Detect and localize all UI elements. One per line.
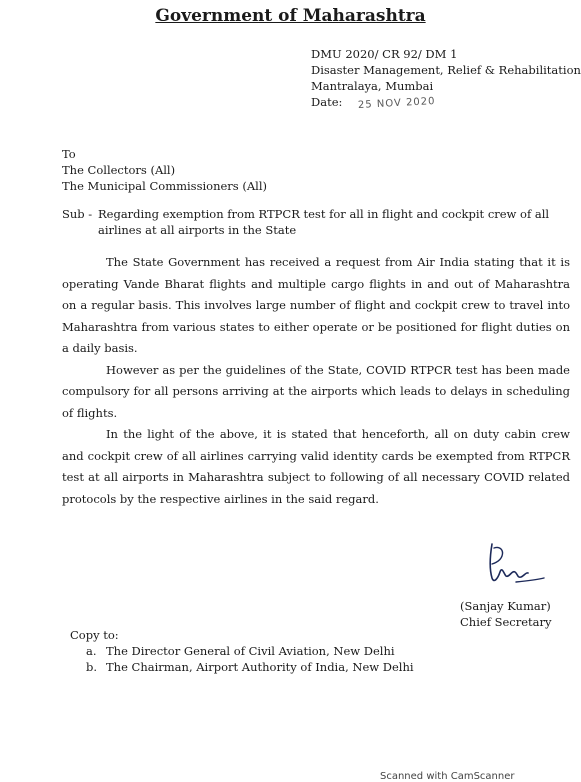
copy-to-list	[70, 643, 414, 675]
office-address: Mantralaya, Mumbai	[311, 79, 434, 93]
subject-label: Sub -	[62, 207, 93, 221]
copy-to-marker: b.	[86, 660, 98, 674]
addressee-block	[62, 146, 267, 194]
handwritten-signature	[486, 542, 546, 590]
signatory-block	[460, 598, 552, 630]
copy-to-marker: a.	[86, 644, 97, 658]
body-paragraph: In the light of the above, it is stated that henceforth, all on duty cabin crew and cockpit crew of all airlines carrying valid identity cards be exempted from RTPCR test at all airports in Maharashtra subject to following of all necessary COVID related protocols by the respective airlines in the said regard.	[62, 427, 570, 506]
letter-title: Government of Maharashtra	[155, 6, 426, 26]
copy-to-heading: Copy to:	[70, 628, 119, 642]
date-stamp: 25 NOV 2020	[357, 95, 436, 112]
date-label: Date:	[311, 95, 343, 109]
addressee-to: To	[62, 147, 76, 161]
date-line	[311, 94, 581, 112]
addressee-collectors: The Collectors (All)	[62, 163, 176, 177]
subject-text: Regarding exemption from RTPCR test for all in flight and cockpit crew of all airlines at all airports in the State	[98, 207, 550, 237]
copy-to-text: The Director General of Civil Aviation, New Delhi	[106, 644, 395, 658]
signatory-name: (Sanjay Kumar)	[460, 599, 551, 613]
addressee-commissioners: The Municipal Commissioners (All)	[62, 179, 267, 193]
copy-to-block	[70, 627, 414, 675]
reference-block	[311, 46, 581, 112]
body-paragraph: The State Government has received a request from Air India stating that it is operating Vande Bharat flights and multiple cargo flights in and out of Maharashtra on a regular basis. This involves large number of flight and cockpit crew to travel into Maharashtra from various states to either operate or be positioned for flight duties on a daily basis.	[62, 255, 570, 355]
letter-body	[62, 252, 570, 510]
copy-to-item	[86, 659, 414, 675]
body-paragraph: However as per the guidelines of the State, COVID RTPCR test has been made compulsory for all persons arriving at the airports which leads to delays in scheduling of flights.	[62, 362, 570, 420]
scanner-watermark: Scanned with CamScanner	[380, 771, 515, 782]
signatory-designation: Chief Secretary	[460, 615, 552, 629]
department-name: Disaster Management, Relief & Rehabilitation	[311, 63, 581, 77]
copy-to-text: The Chairman, Airport Authority of India, New Delhi	[106, 660, 414, 674]
reference-number: DMU 2020/ CR 92/ DM 1	[311, 47, 458, 61]
copy-to-item	[86, 643, 414, 659]
